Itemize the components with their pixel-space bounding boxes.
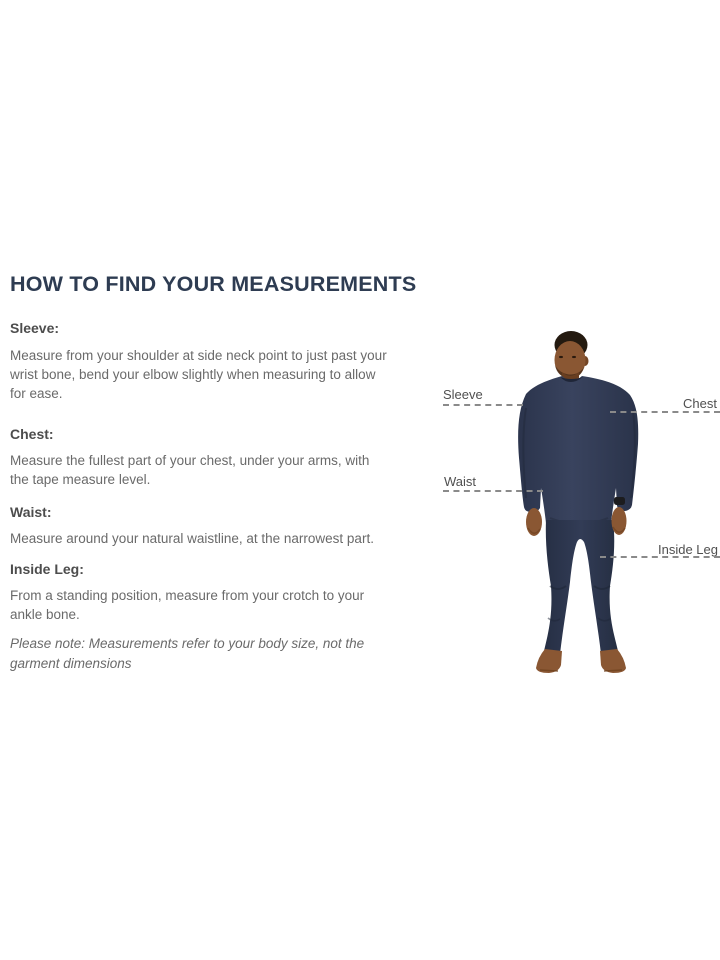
model-watch [614, 497, 625, 505]
inside-leg-callout-label: Inside Leg [658, 542, 718, 557]
waist-callout-line [443, 490, 543, 492]
section-heading-sleeve: Sleeve: [10, 320, 60, 336]
model-right-foot [600, 649, 626, 673]
model-photo-illustration [490, 318, 670, 678]
model-left-hand [526, 508, 542, 536]
model-left-foot [536, 649, 562, 673]
waist-callout-label: Waist [444, 474, 477, 489]
chest-callout-label: Chest [683, 396, 717, 411]
sleeve-callout-line [443, 404, 523, 406]
section-heading-chest: Chest: [10, 426, 54, 442]
sleeve-callout-label: Sleeve [443, 387, 483, 402]
inside-leg-callout-line [600, 556, 720, 558]
measurements-note: Please note: Measurements refer to your body size, not the garment dimensions [10, 636, 365, 671]
section-heading-inside-leg: Inside Leg: [10, 561, 84, 577]
model-right-hand [612, 507, 627, 535]
page-title: HOW TO FIND YOUR MEASUREMENTS [10, 272, 417, 296]
section-body-waist: Measure around your natural waistline, at the narrowest part. [10, 531, 374, 546]
chest-callout-line [610, 411, 720, 413]
measurement-diagram [430, 310, 720, 682]
section-body-inside-leg: From a standing position, measure from your crotch to your ankle bone. [10, 588, 365, 622]
section-body-sleeve: Measure from your shoulder at side neck point to just past your wrist bone, bend your elbow slightly when measuring to allow for ease. [10, 348, 387, 401]
section-heading-waist: Waist: [10, 504, 52, 520]
section-body-chest: Measure the fullest part of your chest, under your arms, with the tape measure level. [10, 453, 370, 487]
